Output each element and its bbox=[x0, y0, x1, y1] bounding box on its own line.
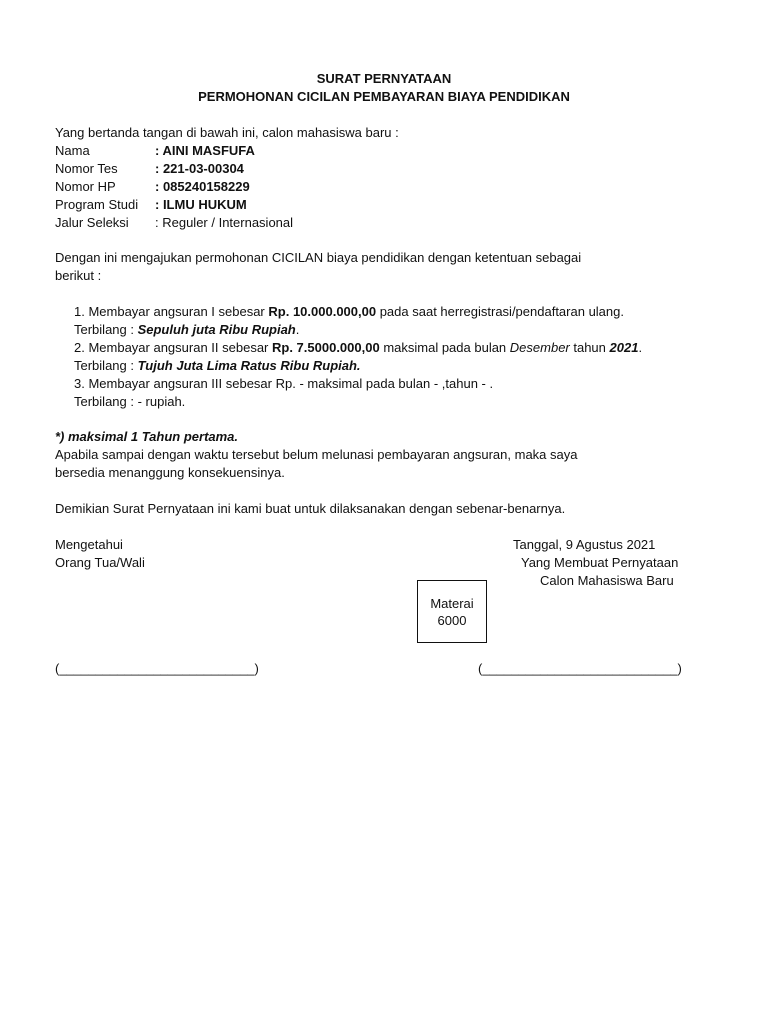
left-signature-label1: Mengetahui bbox=[55, 537, 123, 552]
request-text-line1: Dengan ini mengajukan permohonan CICILAN biaya pendidikan dengan ketentuan sebagai bbox=[55, 250, 582, 265]
left-signature-blank: (___________________________) bbox=[55, 661, 259, 676]
field-label: Program Studi bbox=[55, 197, 139, 212]
installment-2-end: . bbox=[638, 340, 643, 355]
field-label: Nomor HP bbox=[55, 179, 116, 194]
left-signature-label2: Orang Tua/Wali bbox=[55, 555, 145, 570]
installment-2-terbilang bbox=[74, 357, 361, 375]
field-row bbox=[55, 142, 255, 160]
installment-3: 3. Membayar angsuran III sebesar Rp. - maksimal pada bulan - ,tahun - . bbox=[74, 376, 494, 391]
field-label: Nomor Tes bbox=[55, 161, 118, 176]
terbilang-text: Sepuluh juta Ribu Rupiah bbox=[137, 322, 296, 337]
materai-stamp-box bbox=[417, 580, 487, 643]
installment-2 bbox=[74, 339, 642, 357]
document-subtitle: PERMOHONAN CICILAN PEMBAYARAN BIAYA PENDIDIKAN bbox=[198, 89, 570, 104]
terbilang-suffix: . bbox=[295, 322, 300, 337]
request-text-line2: berikut : bbox=[55, 268, 102, 283]
terbilang-label: Terbilang : bbox=[74, 358, 138, 373]
installment-2-amount: Rp. 7.5000.000,00 bbox=[272, 340, 380, 355]
field-value: : ILMU HUKUM bbox=[155, 197, 247, 212]
field-label: Jalur Seleksi bbox=[55, 215, 129, 230]
consequence-line2: bersedia menanggung konsekuensinya. bbox=[55, 465, 285, 480]
installment-2-year-label: tahun bbox=[569, 340, 610, 355]
field-value: : Reguler / Internasional bbox=[155, 215, 294, 230]
installment-1-suffix: pada saat herregistrasi/pendaftaran ulang. bbox=[376, 304, 624, 319]
materai-value: 6000 bbox=[437, 612, 467, 628]
field-row bbox=[55, 160, 244, 178]
signature-date: Tanggal, 9 Agustus 2021 bbox=[513, 537, 656, 552]
installment-2-mid: maksimal pada bulan bbox=[379, 340, 510, 355]
field-value: : 221-03-00304 bbox=[155, 161, 244, 176]
installment-1 bbox=[74, 303, 624, 321]
right-signature-label1: Yang Membuat Pernyataan bbox=[521, 555, 679, 570]
field-label: Nama bbox=[55, 143, 90, 158]
installment-1-terbilang bbox=[74, 321, 299, 339]
installment-1-prefix: 1. Membayar angsuran I sebesar bbox=[74, 304, 269, 319]
installment-2-year: 2021 bbox=[609, 340, 639, 355]
intro-text: Yang bertanda tangan di bawah ini, calon mahasiswa baru : bbox=[55, 125, 399, 140]
consequence-line1: Apabila sampai dengan waktu tersebut belum melunasi pembayaran angsuran, maka saya bbox=[55, 447, 578, 462]
field-row bbox=[55, 196, 247, 214]
field-row bbox=[55, 178, 250, 196]
field-value: : AINI MASFUFA bbox=[155, 143, 255, 158]
installment-2-prefix: 2. Membayar angsuran II sebesar bbox=[74, 340, 272, 355]
installment-3-terbilang: Terbilang : - rupiah. bbox=[74, 394, 186, 409]
materai-label: Materai bbox=[430, 595, 474, 611]
installment-2-month: Desember bbox=[509, 340, 570, 355]
right-signature-blank: (___________________________) bbox=[478, 661, 682, 676]
field-value: : 085240158229 bbox=[155, 179, 250, 194]
installment-1-amount: Rp. 10.000.000,00 bbox=[268, 304, 377, 319]
terbilang-label: Terbilang : bbox=[74, 322, 138, 337]
document-title: SURAT PERNYATAAN bbox=[316, 71, 452, 86]
field-row bbox=[55, 214, 293, 232]
closing-text: Demikian Surat Pernyataan ini kami buat untuk dilaksanakan dengan sebenar-benarnya. bbox=[55, 501, 566, 516]
terbilang-text: Tujuh Juta Lima Ratus Ribu Rupiah. bbox=[137, 358, 361, 373]
right-signature-label2: Calon Mahasiswa Baru bbox=[540, 573, 674, 588]
note-text: *) maksimal 1 Tahun pertama. bbox=[55, 429, 239, 444]
